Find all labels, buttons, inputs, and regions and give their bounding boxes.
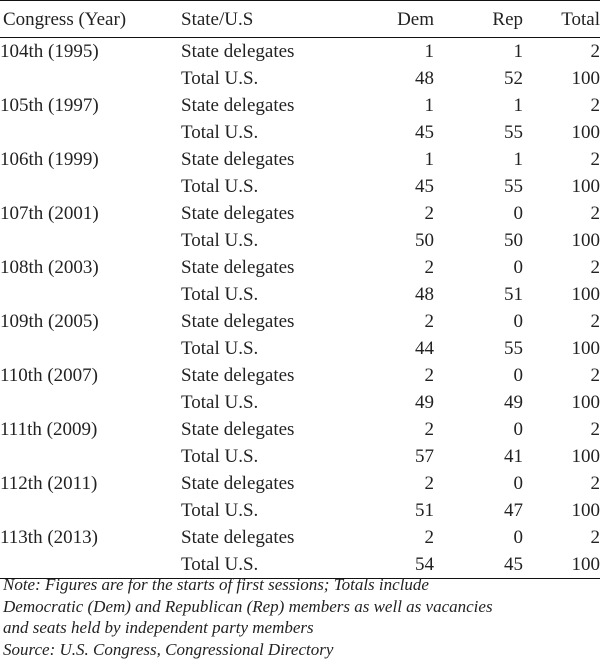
cell-congress (0, 227, 181, 254)
cell-total: 100 (571, 338, 600, 359)
cell-rep: 0 (513, 203, 523, 224)
table-row (0, 497, 600, 524)
cell-dem: 2 (424, 311, 434, 332)
cell-dem: 1 (424, 149, 434, 170)
cell-rep: 50 (504, 230, 523, 251)
cell-total: 2 (590, 95, 600, 116)
cell-dem: 2 (424, 257, 434, 278)
cell-dem: 44 (415, 338, 434, 359)
table-row (0, 200, 600, 227)
cell-dem: 45 (415, 176, 434, 197)
cell-total: 100 (571, 446, 600, 467)
cell-total: 100 (571, 122, 600, 143)
cell-rep: 0 (513, 419, 523, 440)
table-row (0, 227, 600, 254)
cell-state: Total U.S. (181, 338, 259, 359)
cell-dem: 1 (424, 95, 434, 116)
cell-total: 2 (590, 365, 600, 386)
cell-rep: 1 (513, 149, 523, 170)
cell-total: 100 (523, 551, 600, 579)
cell-dem: 2 (424, 203, 434, 224)
cell-state: Total U.S. (181, 176, 259, 197)
cell-state: State delegates (181, 95, 295, 116)
cell-total: 100 (571, 500, 600, 521)
note-line-1: Note: Figures are for the starts of first sessions; Totals include (3, 575, 429, 594)
header-rep: Rep (434, 1, 523, 38)
cell-dem: 45 (415, 122, 434, 143)
cell-rep: 0 (513, 473, 523, 494)
cell-rep: 55 (504, 338, 523, 359)
cell-rep: 45 (434, 551, 523, 579)
cell-congress: 105th (1997) (0, 95, 99, 116)
cell-total: 2 (590, 41, 600, 62)
cell-rep: 55 (504, 176, 523, 197)
cell-state: Total U.S. (181, 230, 259, 251)
cell-state: Total U.S. (181, 392, 259, 413)
cell-congress (0, 119, 181, 146)
cell-rep: 55 (504, 122, 523, 143)
table-row (0, 335, 600, 362)
cell-dem: 48 (415, 68, 434, 89)
cell-dem: 54 (356, 551, 434, 579)
table-row (0, 416, 600, 443)
cell-state: Total U.S. (181, 122, 259, 143)
table-row (0, 389, 600, 416)
cell-rep: 1 (513, 95, 523, 116)
table-row (0, 92, 600, 119)
header-total: Total (523, 1, 600, 38)
cell-state: Total U.S. (181, 68, 259, 89)
table-row (0, 146, 600, 173)
cell-congress: 108th (2003) (0, 257, 99, 278)
cell-total: 2 (590, 473, 600, 494)
cell-congress: 110th (2007) (0, 365, 98, 386)
cell-congress (0, 335, 181, 362)
cell-congress: 113th (2013) (0, 527, 98, 548)
table-row (0, 470, 600, 497)
cell-rep: 0 (513, 365, 523, 386)
cell-total: 2 (590, 149, 600, 170)
cell-rep: 1 (513, 41, 523, 62)
cell-state: State delegates (181, 419, 295, 440)
table-row (0, 65, 600, 92)
cell-rep: 41 (504, 446, 523, 467)
cell-congress (0, 173, 181, 200)
cell-state: Total U.S. (181, 284, 259, 305)
cell-total: 2 (590, 311, 600, 332)
cell-dem: 50 (415, 230, 434, 251)
cell-dem: 2 (424, 365, 434, 386)
cell-congress: 104th (1995) (0, 41, 99, 62)
cell-rep: 52 (504, 68, 523, 89)
note-line-3: and seats held by independent party members (3, 618, 314, 637)
cell-state: State delegates (181, 311, 295, 332)
cell-dem: 51 (415, 500, 434, 521)
cell-dem: 48 (415, 284, 434, 305)
cell-dem: 2 (424, 527, 434, 548)
cell-total: 100 (571, 392, 600, 413)
cell-total: 100 (571, 230, 600, 251)
cell-congress (0, 65, 181, 92)
table-row (0, 173, 600, 200)
cell-dem: 1 (424, 41, 434, 62)
cell-congress: 109th (2005) (0, 311, 99, 332)
table-row (0, 524, 600, 551)
cell-state: State delegates (181, 527, 295, 548)
cell-rep: 47 (504, 500, 523, 521)
cell-total: 2 (590, 527, 600, 548)
cell-dem: 49 (415, 392, 434, 413)
cell-dem: 2 (424, 419, 434, 440)
cell-total: 100 (571, 284, 600, 305)
cell-state: Total U.S. (181, 551, 356, 579)
note-line-2: Democratic (Dem) and Republican (Rep) members as well as vacancies (3, 596, 493, 616)
cell-rep: 0 (513, 311, 523, 332)
cell-congress (0, 497, 181, 524)
cell-congress (0, 443, 181, 470)
table-row (0, 119, 600, 146)
cell-congress (0, 281, 181, 308)
table-row (0, 38, 600, 66)
cell-state: State delegates (181, 473, 295, 494)
cell-state: State delegates (181, 149, 295, 170)
cell-congress: 111th (2009) (0, 419, 98, 440)
cell-total: 100 (571, 176, 600, 197)
cell-total: 2 (590, 257, 600, 278)
cell-congress: 107th (2001) (0, 203, 99, 224)
cell-rep: 0 (513, 527, 523, 548)
cell-rep: 51 (504, 284, 523, 305)
header-state: State/U.S (181, 1, 356, 38)
cell-dem: 57 (415, 446, 434, 467)
cell-dem: 2 (424, 473, 434, 494)
table-header-row (0, 1, 600, 38)
source-line: Source: U.S. Congress, Congressional Directory (3, 639, 334, 659)
table-row (0, 281, 600, 308)
table-row (0, 308, 600, 335)
cell-total: 2 (590, 419, 600, 440)
cell-state: State delegates (181, 257, 295, 278)
header-congress: Congress (Year) (0, 1, 181, 38)
table-row (0, 254, 600, 281)
cell-state: State delegates (181, 41, 295, 62)
header-dem: Dem (356, 1, 434, 38)
cell-rep: 49 (504, 392, 523, 413)
table-row (0, 443, 600, 470)
cell-congress: 106th (1999) (0, 149, 99, 170)
cell-total: 2 (590, 203, 600, 224)
cell-rep: 0 (513, 257, 523, 278)
cell-state: Total U.S. (181, 500, 259, 521)
table-body (0, 38, 600, 579)
cell-congress (0, 389, 181, 416)
cell-total: 100 (571, 68, 600, 89)
cell-state: State delegates (181, 365, 295, 386)
cell-state: State delegates (181, 203, 295, 224)
cell-congress: 112th (2011) (0, 473, 98, 494)
table-notes (3, 574, 597, 660)
table-row (0, 362, 600, 389)
cell-state: Total U.S. (181, 446, 259, 467)
